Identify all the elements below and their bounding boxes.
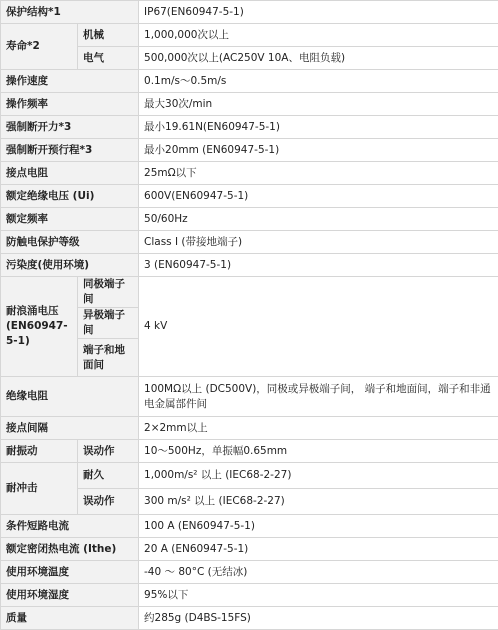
table-row <box>1 231 498 254</box>
travel-value: 最小20mm (EN60947-5-1) <box>139 139 498 162</box>
table-row <box>1 584 498 607</box>
shock-protection-value: Class I (带接地端子) <box>139 231 498 254</box>
pollution-value: 3 (EN60947-5-1) <box>139 254 498 277</box>
short-circuit-value: 100 A (EN60947-5-1) <box>139 515 498 538</box>
temperature-value: -40 ～ 80°C (无结冰) <box>139 561 498 584</box>
table-row <box>1 377 498 417</box>
thermal-current-value: 20 A (EN60947-5-1) <box>139 538 498 561</box>
speed-label: 操作速度 <box>1 70 139 93</box>
table-row <box>1 162 498 185</box>
mass-value: 约285g (D4BS-15FS) <box>139 607 498 630</box>
pollution-label: 污染度(使用环境) <box>1 254 139 277</box>
surge-sub-ground: 端子和地面间 <box>78 339 139 377</box>
protection-label: 保护结构*1 <box>1 1 139 24</box>
contact-gap-label: 接点间隔 <box>1 417 139 440</box>
life-mech-label: 机械 <box>78 24 139 47</box>
insulation-resistance-label: 绝缘电阻 <box>1 377 139 417</box>
surge-value: 4 kV <box>139 277 498 377</box>
temperature-label: 使用环境温度 <box>1 561 139 584</box>
shock-durability-value: 1,000m/s² 以上 (IEC68-2-27) <box>139 463 498 489</box>
table-row <box>1 208 498 231</box>
protection-value: IP67(EN60947-5-1) <box>139 1 498 24</box>
table-row <box>1 463 498 489</box>
table-row <box>1 254 498 277</box>
shock-sub-malfunction: 误动作 <box>78 489 139 515</box>
table-row <box>1 139 498 162</box>
insulation-voltage-value: 600V(EN60947-5-1) <box>139 185 498 208</box>
table-row <box>1 185 498 208</box>
table-row <box>1 70 498 93</box>
life-elec-value: 500,000次以上(AC250V 10A、电阻负载) <box>139 47 498 70</box>
short-circuit-label: 条件短路电流 <box>1 515 139 538</box>
rated-frequency-value: 50/60Hz <box>139 208 498 231</box>
insulation-resistance-value: 100MΩ以上 (DC500V)，同极或异极端子间， 端子和地面间，端子和非通电金属部件间 <box>139 377 498 417</box>
force-value: 最小19.61N(EN60947-5-1) <box>139 116 498 139</box>
table-row <box>1 24 498 47</box>
table-row <box>1 417 498 440</box>
table-row <box>1 561 498 584</box>
freq-label: 操作频率 <box>1 93 139 116</box>
vibration-value: 10～500Hz，单振幅0.65mm <box>139 440 498 463</box>
thermal-current-label: 额定密闭热电流 (Ithe) <box>1 538 139 561</box>
life-elec-label: 电气 <box>78 47 139 70</box>
shock-protection-label: 防触电保护等级 <box>1 231 139 254</box>
table-row <box>1 1 498 24</box>
shock-malfunction-value: 300 m/s² 以上 (IEC68-2-27) <box>139 489 498 515</box>
humidity-label: 使用环境湿度 <box>1 584 139 607</box>
rated-frequency-label: 额定频率 <box>1 208 139 231</box>
table-row <box>1 538 498 561</box>
force-label: 强制断开力*3 <box>1 116 139 139</box>
surge-sub-diff-pole: 异极端子间 <box>78 308 139 339</box>
contact-resistance-value: 25mΩ以下 <box>139 162 498 185</box>
life-mech-value: 1,000,000次以上 <box>139 24 498 47</box>
shock-label: 耐冲击 <box>1 463 78 515</box>
speed-value: 0.1m/s～0.5m/s <box>139 70 498 93</box>
life-label: 寿命*2 <box>1 24 78 70</box>
freq-value: 最大30次/min <box>139 93 498 116</box>
table-row <box>1 607 498 630</box>
table-row <box>1 116 498 139</box>
contact-gap-value: 2×2mm以上 <box>139 417 498 440</box>
vibration-label: 耐振动 <box>1 440 78 463</box>
mass-label: 质量 <box>1 607 139 630</box>
travel-label: 强制断开预行程*3 <box>1 139 139 162</box>
surge-label: 耐浪涌电压 (EN60947-5-1) <box>1 277 78 377</box>
table-row <box>1 93 498 116</box>
table-row <box>1 440 498 463</box>
humidity-value: 95%以下 <box>139 584 498 607</box>
insulation-voltage-label: 额定绝缘电压 (Ui) <box>1 185 139 208</box>
surge-sub-same-pole: 同极端子间 <box>78 277 139 308</box>
contact-resistance-label: 接点电阻 <box>1 162 139 185</box>
vibration-sub: 误动作 <box>78 440 139 463</box>
table-row <box>1 277 498 308</box>
table-row <box>1 515 498 538</box>
shock-sub-durability: 耐久 <box>78 463 139 489</box>
